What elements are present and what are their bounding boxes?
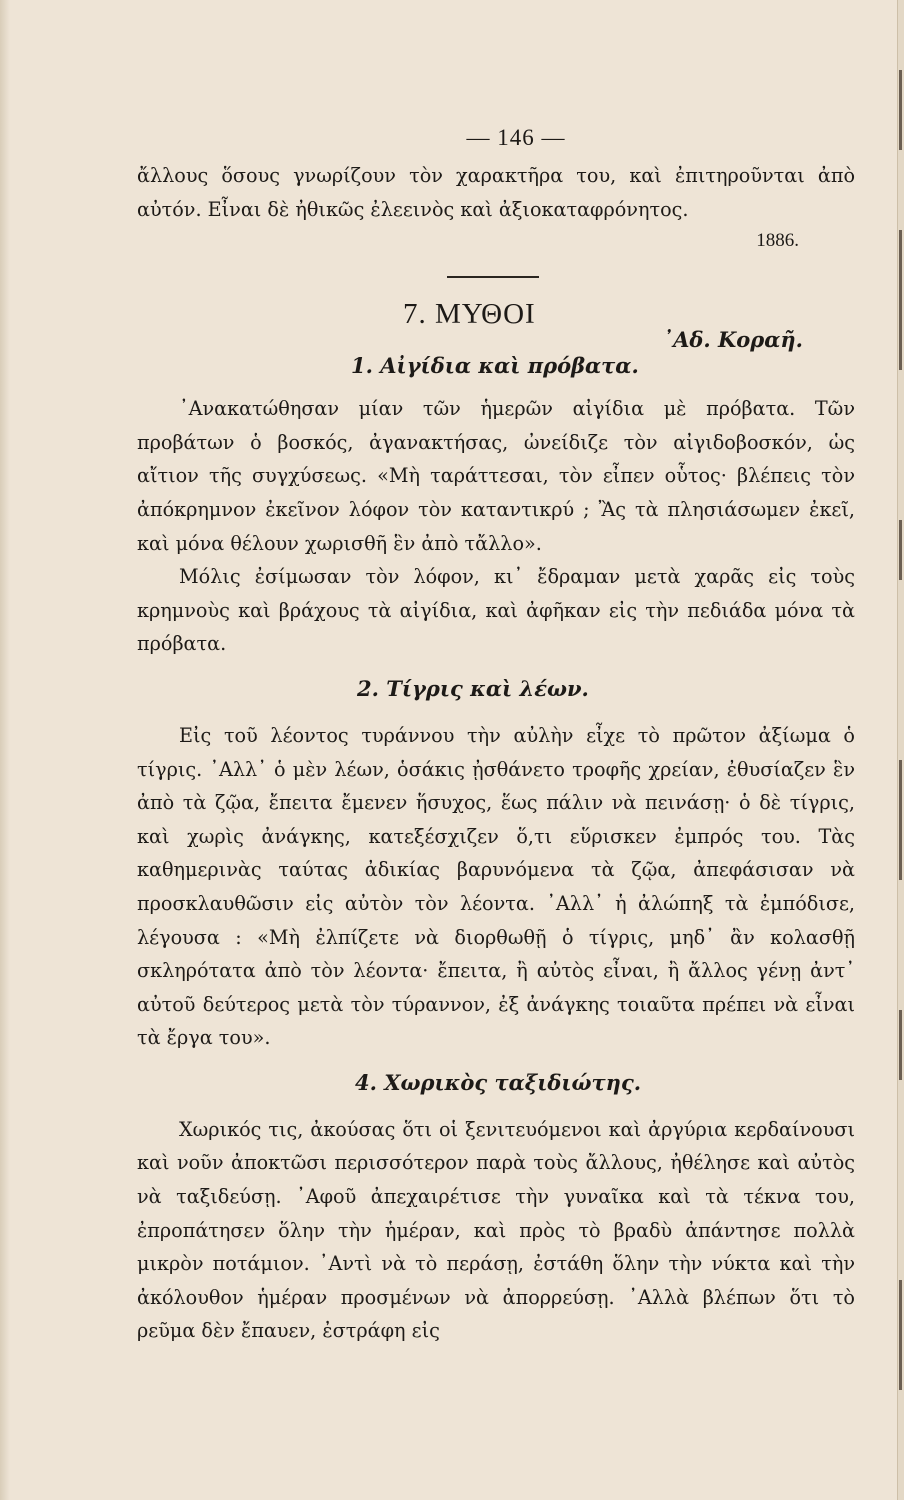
fable-title: 2. Τίγρις καὶ λέων. bbox=[357, 675, 589, 701]
fable-title: 4. Χωρικὸς ταξιδιώτης. bbox=[355, 1069, 642, 1095]
fable-paragraph: ᾿Ανακατώθησαν μίαν τῶν ἡμερῶν αἰγίδια μὲ πρόβατα. Τῶν προβάτων ὁ βοσκός, ἀγανακτήσας, ὠνείδιζε τὸν αἰγιδοβοσκόν, ὡς αἴτιον τῆς συγχύσεως. «Μὴ ταράττεσαι, τὸν εἶπεν οὗτος· βλέπεις τὸν ἀπόκρημνον ἐκεῖνον λόφον τὸν καταντικρύ ; Ἂς τὰ πλησιάσωμεν ἐκεῖ, καὶ μόνα θέλουν χωρισθῆ ἓν ἀπὸ τἄλλο». bbox=[137, 397, 855, 555]
section-divider bbox=[447, 276, 539, 278]
author: ᾿Αδ. Κοραῆ. bbox=[662, 327, 803, 353]
fable-title: 1. Αἰγίδια καὶ πρόβατα. bbox=[351, 353, 639, 379]
book-page bbox=[137, 125, 855, 1348]
page-edge-right bbox=[897, 0, 904, 1500]
year: 1886. bbox=[756, 230, 799, 252]
fable-paragraph: Μόλις ἐσίμωσαν τὸν λόφον, κι᾿ ἔδραμαν μετὰ χαρᾶς εἰς τοὺς κρημνοὺς καὶ βράχους τὰ αἰγίδια, καὶ ἀφῆκαν εἰς τὴν πεδιάδα μόνα τὰ πρόβατα. bbox=[137, 565, 855, 656]
page-number: — 146 — bbox=[466, 125, 566, 150]
page-edge-left bbox=[0, 0, 10, 1500]
fable-paragraph: Εἰς τοῦ λέοντος τυράννου τὴν αὐλὴν εἶχε τὸ πρῶτον ἀξίωμα ὁ τίγρις. ᾿Αλλ᾿ ὁ μὲν λέων, ὁσάκις ᾐσθάνετο τροφῆς χρείαν, ἐθυσίαζεν ἓν ἀπὸ τὰ ζῷα, ἔπειτα ἔμενεν ἥσυχος, ἕως πάλιν νὰ πεινάσῃ· ὁ δὲ τίγρις, καὶ χωρὶς ἀνάγκης, κατεξέσχιζεν ὅ,τι εὕρισκεν ἐμπρός του. Τὰς καθημερινὰς ταύτας ἀδικίας βαρυνόμενα τὰ ζῷα, ἀπεφάσισαν νὰ προσκλαυθῶσιν εἰς αὐτὸν τὸν λέοντα. ᾿Αλλ᾿ ἡ ἀλώπηξ τὰ ἐμπόδισε, λέγουσα : «Μὴ ἐλπίζετε νὰ διορθωθῇ ὁ τίγρις, μηδ᾿ ἂν κολασθῇ σκληρότατα ἀπὸ τὸν λέοντα· ἔπειτα, ἢ αὐτὸς εἶναι, ἢ ἄλλος γένῃ ἀντ᾿ αὐτοῦ δεύτερος μετὰ τὸν τύραννον, ἐξ ἀνάγκης τοιαῦτα πρέπει νὰ εἶναι τὰ ἔργα του». bbox=[137, 723, 855, 1050]
top-paragraph: ἄλλους ὅσους γνωρίζουν τὸν χαρακτῆρα του, καὶ ἐπιτηροῦνται ἀπὸ αὐτόν. Εἶναι δὲ ἠθικῶς ἐλεεινὸς καὶ ἀξιοκαταφρόνητος. bbox=[137, 164, 855, 221]
fable-paragraph: Χωρικός τις, ἀκούσας ὅτι οἱ ξενιτευόμενοι καὶ ἀργύρια κερδαίνουσι καὶ νοῦν ἀποκτῶσι περισσότερον παρὰ τοὺς ἄλλους, ἠθέλησε καὶ αὐτὸς νὰ ταξιδεύσῃ. ᾿Αφοῦ ἀπεχαιρέτισε τὴν γυναῖκα καὶ τὰ τέκνα του, ἐπροπάτησεν ὅλην τὴν ἡμέραν, καὶ πρὸς τὸ βραδὺ ἀπάντησε πολλὰ μικρὸν ποτάμιον. ᾿Αντὶ νὰ τὸ περάσῃ, ἐστάθη ὅλην τὴν νύκτα καὶ τὴν ἀκόλουθον ἡμέραν προσμένων νὰ ἀπορρεύσῃ. ᾿Αλλὰ βλέπων ὅτι τὸ ρεῦμα δὲν ἔπαυεν, ἐστράφη εἰς bbox=[137, 1117, 855, 1343]
chapter-title: 7. ΜΥΘΟΙ bbox=[403, 298, 536, 331]
